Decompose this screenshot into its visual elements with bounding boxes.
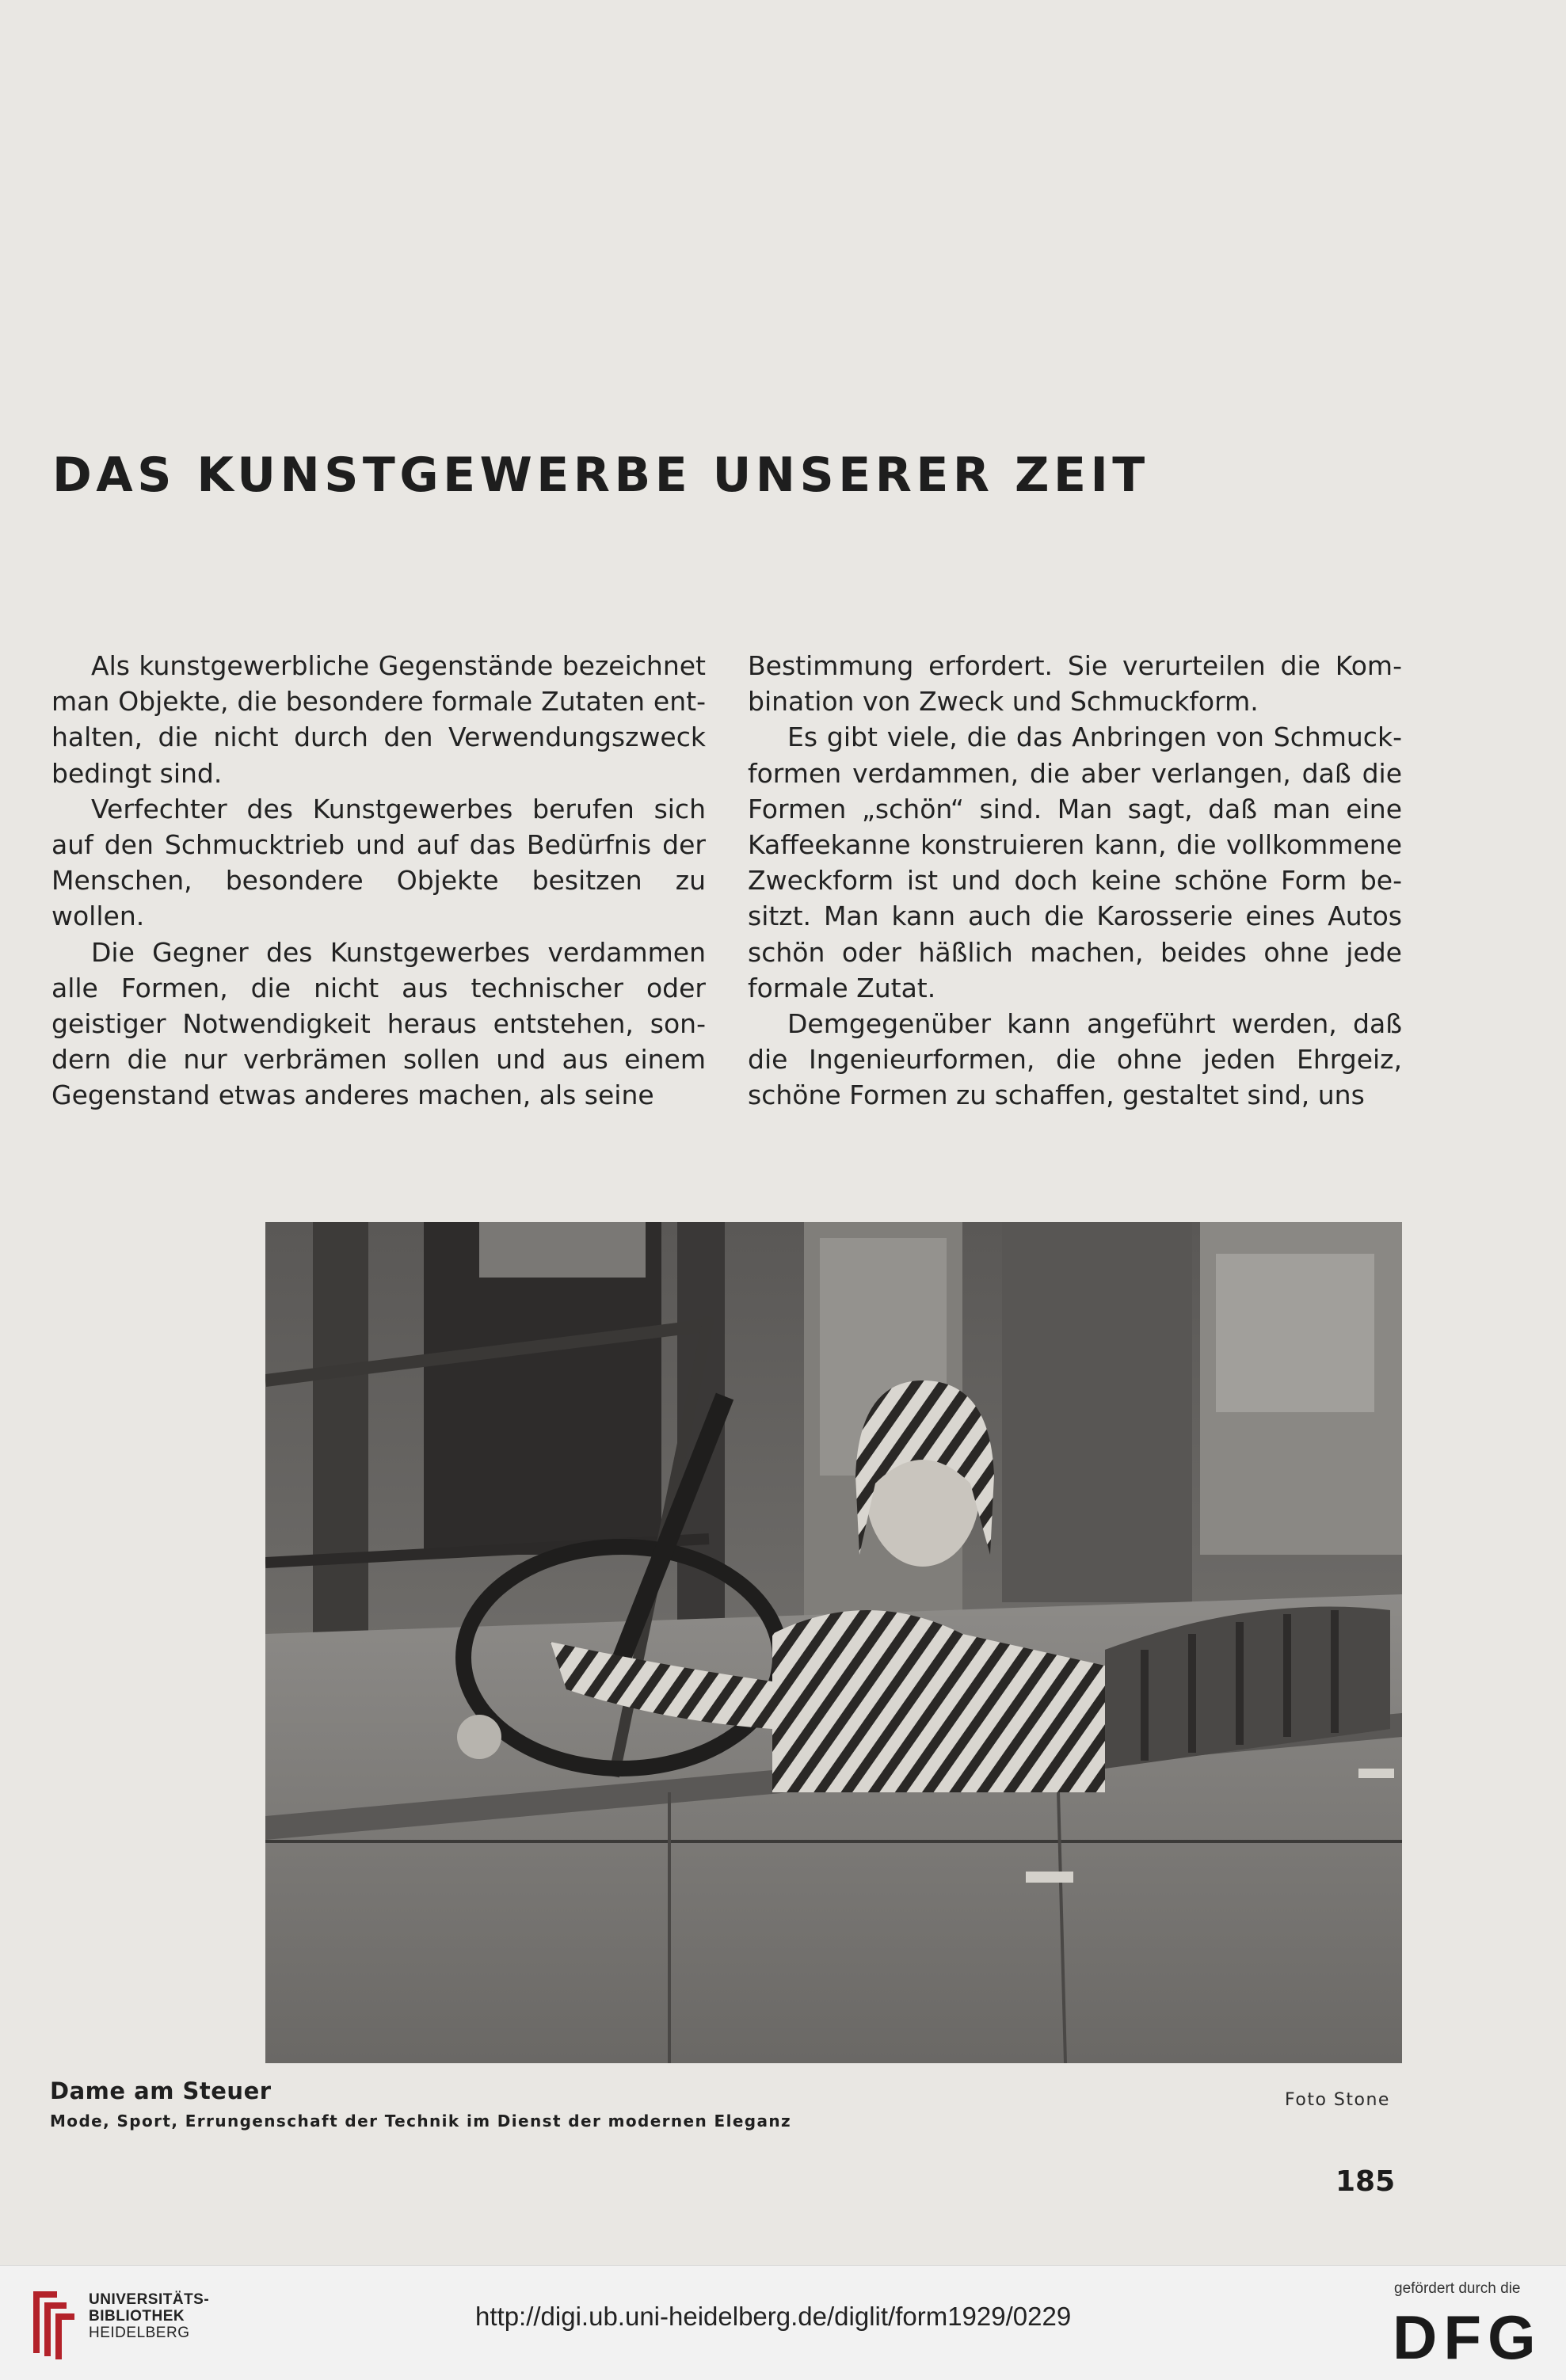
text-column-left [51, 648, 706, 1114]
paragraph: Als kunstgewerbliche Gegenstände bezeichnet man Objekte, die besondere formale Zutaten enthalten, die nicht durch den Verwendungszweck bedingt sind. [51, 650, 706, 789]
digitization-footer [0, 2265, 1566, 2380]
photograph-illustration [265, 1222, 1402, 2063]
photograph-woman-in-car [265, 1222, 1402, 2063]
paragraph: Verfechter des Kunstgewerbes berufen sich auf den Schmucktrieb und auf das Bedürfnis der Menschen, besondere Objekte besitzen zu wollen. [51, 793, 706, 932]
library-name [89, 2291, 209, 2341]
library-name-line: UNIVERSITÄTS- [89, 2291, 210, 2308]
library-name-line: BIBLIOTHEK [89, 2308, 185, 2325]
page-number: 185 [1335, 2165, 1396, 2198]
paragraph: Bestimmung erfordert. Sie verurteilen die Kombination von Zweck und Schmuckform. [748, 650, 1402, 718]
text-column-right [748, 648, 1402, 1114]
photo-caption-title: Dame am Steuer [50, 2077, 272, 2104]
paragraph: Demgegenüber kann angeführt werden, daß die Ingenieurformen, die ohne jeden Ehrgeiz, schöne Formen zu schaffen, gestaltet sind, uns [748, 1008, 1402, 1111]
article-title: DAS KUNSTGEWERBE UNSERER ZEIT [52, 447, 1149, 503]
paragraph: Die Gegner des Kunstgewerbes verdammen alle Formen, die nicht aus technischer oder geistiger Notwendigkeit heraus entstehen, sondern die nur verbrämen sollen und aus einem Gegenstand etwas anderes machen, als seine [51, 936, 706, 1111]
funded-by-label: gefördert durch die [1394, 2280, 1521, 2297]
library-logo-icon[interactable] [17, 2283, 81, 2363]
dfg-logo[interactable]: DFG [1393, 2302, 1542, 2372]
photo-caption-subtitle: Mode, Sport, Errungenschaft der Technik im Dienst der modernen Eleganz [50, 2112, 792, 2131]
permalink-url[interactable]: http://digi.ub.uni-heidelberg.de/diglit/form1929/0229 [475, 2302, 1072, 2331]
library-name-line: HEIDELBERG [89, 2325, 190, 2341]
photo-credit: Foto Stone [1285, 2090, 1390, 2110]
paragraph: Es gibt viele, die das Anbringen von Schmuckformen verdammen, die aber verlangen, daß die Formen „schön“ sind. Man sagt, daß man eine Kaffeekanne konstruieren kann, die vollkommene Zweckform ist und doch keine schöne Form besitzt. Man kann auch die Karosserie eines Autos schön oder häßlich machen, beides ohne jede formale Zutat. [748, 722, 1402, 1003]
